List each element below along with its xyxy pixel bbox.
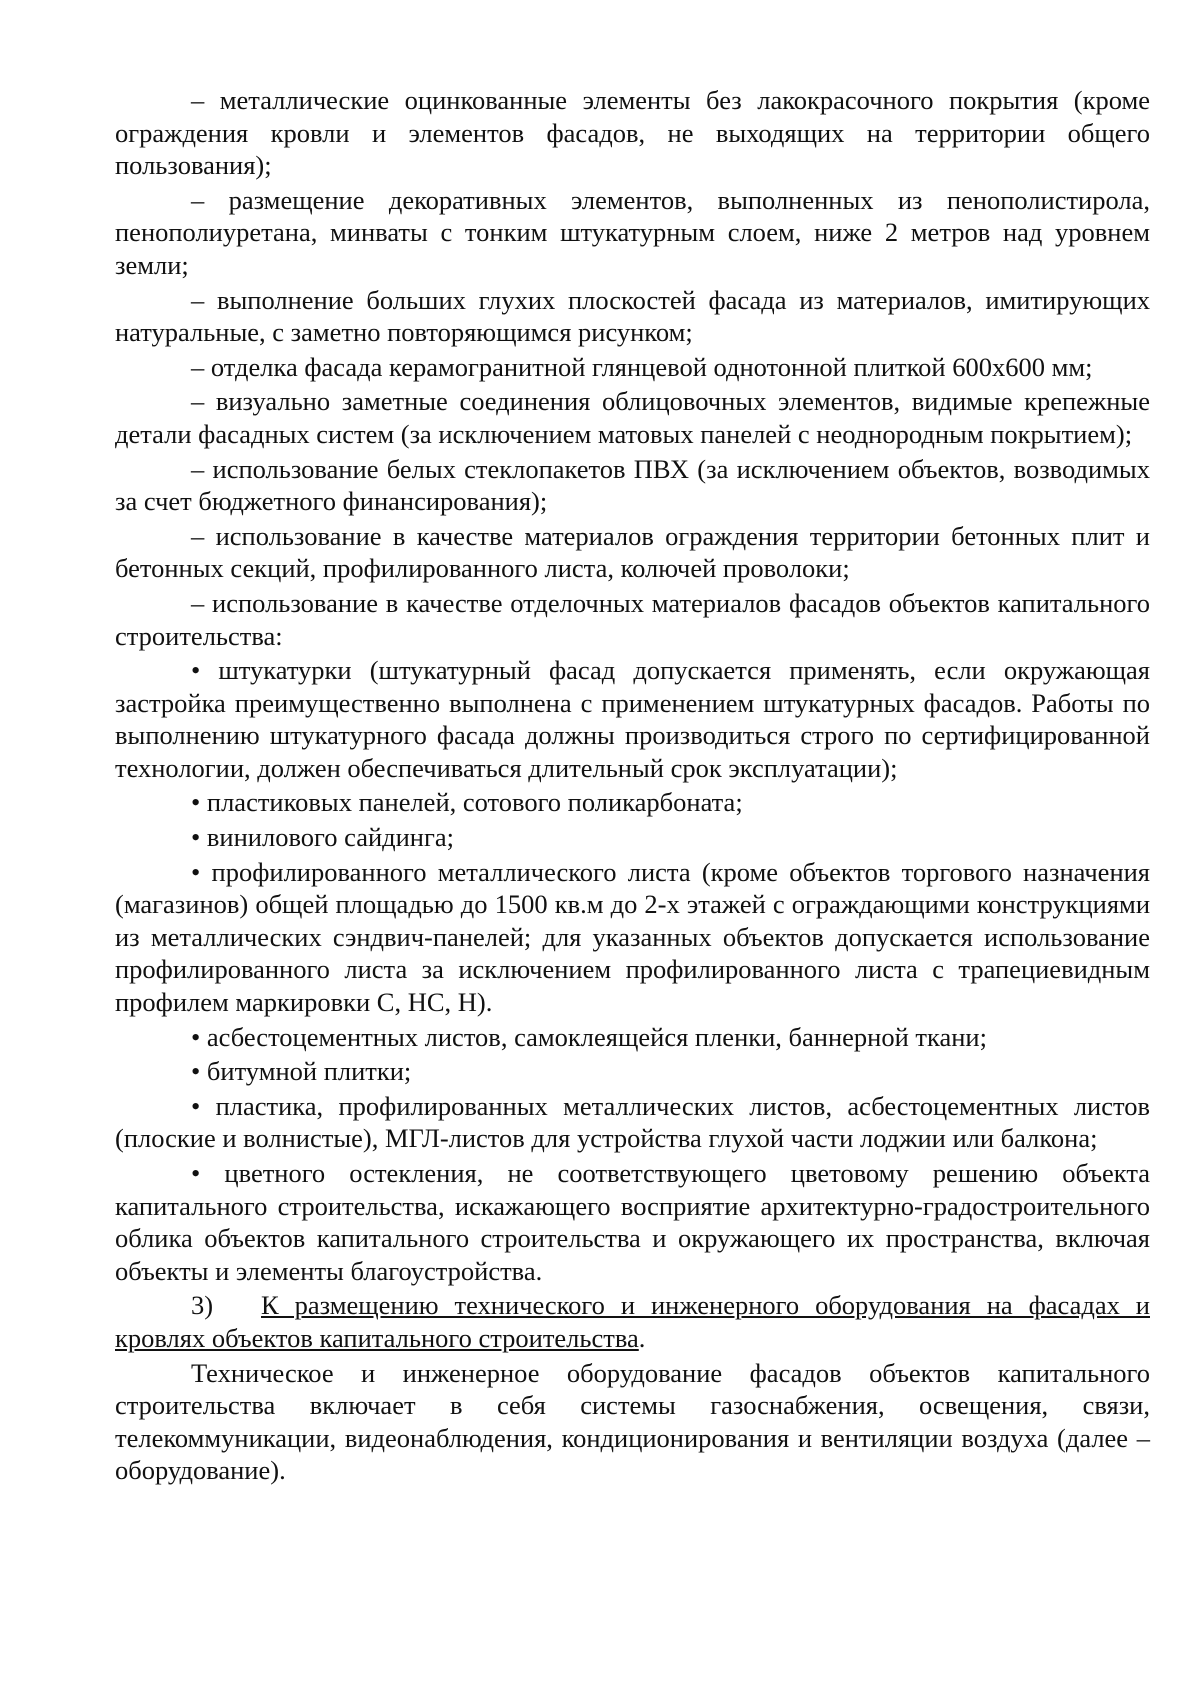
bullet-vinyl-siding: • винилового сайдинга;	[115, 821, 1150, 854]
paragraph-visible-joints: – визуально заметные соединения облицовочных элементов, видимые крепежные детали фасадных систем (за исключением матовых панелей с неоднородным покрытием);	[115, 386, 1150, 449]
paragraph-fence-materials: – использование в качестве материалов ограждения территории бетонных плит и бетонных секций, профилированного листа, колючей проволоки;	[115, 520, 1150, 584]
paragraph-glossy-tile: – отделка фасада керамогранитной глянцевой однотонной плиткой 600х600 мм;	[191, 351, 1093, 382]
bullet-colored-glazing: • цветного остекления, не соответствующего цветовому решению объекта капитального строительства, искажающего восприятие архитектурно-градостроительного облика объектов капитального строительства и окружающего их пространства, включая объекты и элементы благоустройства.	[115, 1157, 1150, 1287]
bullet-profiled-sheet: • профилированного металлического листа (кроме объектов торгового назначения (магазинов) общей площадью до 1500 кв.м до 2-х этажей с ограждающими конструкциями из металлических сэндвич-панелей; для указанных объектов допускается использование профилированного листа за исключением профилированного листа с трапециевидным профилем маркировки С, НС, Н).	[115, 856, 1150, 1019]
section-heading	[115, 1289, 1150, 1354]
bullet-plaster: • штукатурки (штукатурный фасад допускается применять, если окружающая застройка преимущественно выполнена с применением штукатурных фасадов. Работы по выполнению штукатурного фасада должны производиться строго по сертифицированной технологии, должен обеспечиваться длительный срок эксплуатации);	[115, 654, 1150, 784]
bullet-loggia-materials: • пластика, профилированных металлических листов, асбестоцементных листов (плоские и волнистые), МГЛ-листов для устройства глухой части лоджии или балкона;	[115, 1090, 1150, 1155]
paragraph-blank-planes: – выполнение больших глухих плоскостей фасада из материалов, имитирующих натуральные, с заметно повторяющимся рисунком;	[115, 284, 1150, 348]
bullet-plastic-panels: • пластиковых панелей, сотового поликарбоната;	[115, 786, 1150, 819]
section-number: 3)	[191, 1290, 214, 1321]
paragraph-galvanized-elements: – металлические оцинкованные элементы без лакокрасочного покрытия (кроме ограждения кровли и элементов фасадов, не выходящих на территории общего пользования);	[115, 85, 1150, 181]
paragraph-white-pvc: – использование белых стеклопакетов ПВХ (за исключением объектов, возводимых за счет бюджетного финансирования);	[115, 453, 1150, 517]
section-heading-text: К размещению технического и инженерного оборудования на фасадах и кровлях объектов капитального строительства	[115, 1290, 1150, 1353]
paragraph-equipment-definition: Техническое и инженерное оборудование фасадов объектов капитального строительства включает в себя системы газоснабжения, освещения, связи, телекоммуникации, видеонаблюдения, кондиционирования и вентиляции воздуха (далее – оборудование).	[115, 1357, 1150, 1486]
bullet-asbestos-sheets: • асбестоцементных листов, самоклеящейся пленки, баннерной ткани;	[115, 1021, 1150, 1054]
paragraph-decorative-elements: – размещение декоративных элементов, выполненных из пенополистирола, пенополиуретана, минваты с тонким штукатурным слоем, ниже 2 метров над уровнем земли;	[115, 184, 1150, 280]
document-body	[115, 84, 1150, 1489]
section-heading-period: .	[638, 1322, 646, 1353]
paragraph-finishing-materials: – использование в качестве отделочных материалов фасадов объектов капитального строительства:	[115, 587, 1150, 651]
bullet-bitumen-tiles: • битумной плитки;	[115, 1055, 1150, 1088]
